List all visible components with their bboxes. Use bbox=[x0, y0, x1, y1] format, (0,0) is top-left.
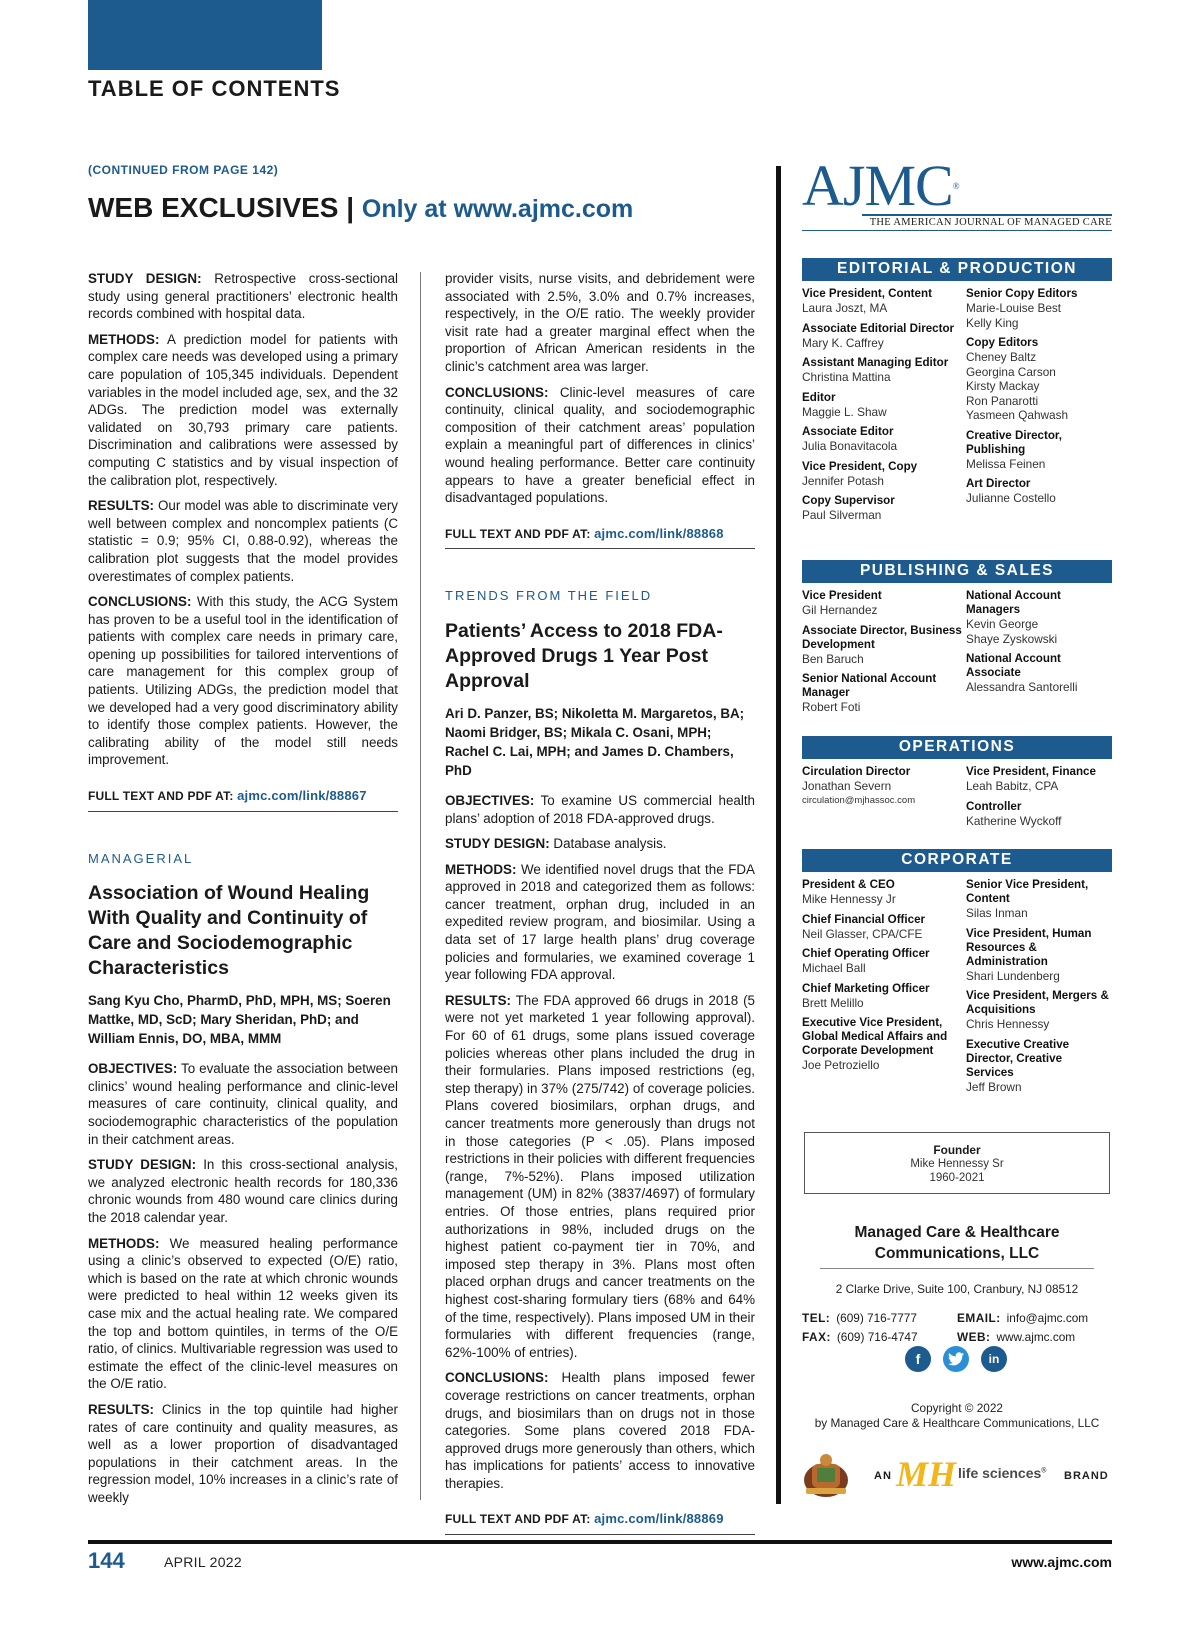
staff-entry bbox=[802, 878, 966, 907]
fulltext-label: FULL TEXT AND PDF AT: bbox=[88, 789, 234, 804]
masthead-left-column bbox=[802, 765, 966, 834]
fulltext-label: FULL TEXT AND PDF AT: bbox=[445, 526, 591, 541]
masthead-left-column bbox=[802, 878, 966, 1100]
staff-title: Copy Supervisor bbox=[802, 494, 895, 507]
staff-entry bbox=[802, 391, 966, 420]
abstract-paragraph bbox=[88, 497, 398, 585]
staff-name: Silas Inman bbox=[966, 906, 1028, 920]
staff-entry bbox=[966, 989, 1112, 1032]
contact-value[interactable]: (609) 716-7777 bbox=[836, 1311, 917, 1325]
staff-name: Gil Hernandez bbox=[802, 603, 878, 617]
staff-title: Vice President, Finance bbox=[966, 765, 1096, 778]
paragraph-label: RESULTS: bbox=[445, 992, 511, 1008]
paragraph-label: METHODS: bbox=[445, 861, 517, 877]
staff-entry bbox=[966, 800, 1112, 829]
staff-title: Associate Editorial Director bbox=[802, 321, 955, 335]
footer-rule bbox=[88, 1540, 1112, 1544]
contact-row bbox=[802, 1328, 1112, 1347]
staff-title: Vice President, Human Resources & Administration bbox=[966, 926, 1092, 968]
staff-title: Associate Editor bbox=[802, 425, 894, 438]
staff-entry bbox=[802, 1016, 966, 1073]
paragraph-text: Clinic-level measures of care continuity, clinical quality, and sociodemographic composition of their catchment areas’ population explain a meaningful part of differences in clinics’ wound healing performance. Better care continuity appears to have a greater beneficial effect in disadvantaged populations. bbox=[445, 384, 755, 506]
staff-name: Jennifer Potash bbox=[802, 473, 884, 488]
founder-name: Mike Hennessy Sr bbox=[910, 1158, 1004, 1170]
section-title: TABLE OF CONTENTS bbox=[88, 76, 341, 101]
staff-entry bbox=[802, 356, 966, 385]
masthead-right-column bbox=[966, 878, 1112, 1100]
staff-title: Vice President, Content bbox=[802, 287, 932, 300]
paragraph-text: Our model was able to discriminate very well between complex and noncomplex patients (C statistic = 0.9; 95% CI, 0.88-0.92), whereas the calibration plot suggests that the model provides overestimates of complex patients. bbox=[88, 498, 398, 584]
staff-name: Maggie L. Shaw bbox=[802, 404, 887, 419]
paragraph-text: We measured healing performance using a clinic’s observed to expected (O/E) ratio, which is based on the rate at which chronic wounds were predicted to heal within 12 weeks given its case mix and the actual healing rate. We compared the top and bottom quintiles, in terms of the O/E ratio, of clinics. Multivariable regression was used to estimate the effect of the clinic-level measures on the O/E ratio. bbox=[88, 1235, 398, 1392]
paragraph-label: CONCLUSIONS: bbox=[445, 1370, 549, 1386]
paragraph-label: STUDY DESIGN: bbox=[88, 271, 202, 286]
staff-title: Copy Editors bbox=[966, 336, 1039, 349]
masthead-section-header: CORPORATE bbox=[802, 849, 1112, 872]
paragraph-label: METHODS: bbox=[88, 331, 160, 347]
paragraph-text: A prediction model for patients with complex care needs was developed using a primary care population of 105,345 individuals. Dependent variables in the model included age, sex, and the 32 ADGs. The prediction model was externally validated on 30,793 primary care patients. Discrimination and calibrations were assessed by computing C statistics and by visual inspection of the calibration plot, respectively. bbox=[88, 331, 398, 488]
staff-name: Joe Petroziello bbox=[802, 1058, 880, 1072]
staff-title: Vice President, Mergers & Acquisitions bbox=[966, 989, 1109, 1016]
social-icons bbox=[905, 1346, 1007, 1372]
contact-label: WEB: bbox=[957, 1330, 991, 1344]
staff-title: Chief Operating Officer bbox=[802, 947, 930, 960]
contact-label: TEL: bbox=[802, 1311, 831, 1325]
staff-name: Neil Glasser, CPA/CFE bbox=[802, 926, 923, 941]
paragraph-label: CONCLUSIONS: bbox=[88, 594, 192, 610]
staff-name: Ben Baruch bbox=[802, 651, 864, 666]
staff-entry bbox=[802, 494, 966, 523]
logo-rule-bottom bbox=[802, 230, 1112, 231]
paragraph-label: RESULTS: bbox=[88, 1401, 154, 1417]
staff-name: Mike Hennessy Jr bbox=[802, 892, 896, 906]
logo-subtitle: THE AMERICAN JOURNAL OF MANAGED CARE bbox=[869, 217, 1112, 228]
abstract-paragraph bbox=[445, 792, 755, 827]
staff-name: Leah Babitz, CPA bbox=[966, 779, 1059, 793]
contact-tel bbox=[802, 1309, 957, 1328]
article-2 bbox=[88, 850, 398, 1507]
registered-mark: ® bbox=[952, 181, 959, 191]
founder-years: 1960-2021 bbox=[929, 1172, 985, 1184]
paragraph-label: STUDY DESIGN: bbox=[88, 1157, 197, 1173]
paragraph-text: To evaluate the association between clinics’ wound healing performance and clinic-level measures of care continuity, clinical quality, and sociodemographic characteristics of the population in their catchment areas. bbox=[88, 1061, 398, 1147]
masthead-columns bbox=[802, 878, 1112, 1100]
web-exclusives-label: WEB EXCLUSIVES bbox=[88, 192, 339, 223]
staff-name: Mary K. Caffrey bbox=[802, 335, 884, 350]
staff-name: Brett Melillo bbox=[802, 995, 864, 1010]
staff-entry bbox=[966, 477, 1112, 506]
article-authors: Sang Kyu Cho, PharmD, PhD, MPH, MS; Soeren Mattke, MD, ScD; Mary Sheridan, PhD; and William Ennis, DO, MBA, MMM bbox=[88, 993, 391, 1047]
staff-title: Executive Creative Director, Creative Services bbox=[966, 1037, 1070, 1079]
paragraph-text: The FDA approved 66 drugs in 2018 (5 were not yet marketed 1 year following approval). For 60 of 61 drugs, some plans issued coverage policies whereas other plans included the drug in their formularies. Plans imposed restrictions (eg, step therapy) in 37% (275/742) of coverage policies. Plans covered biosimilars, orphan drugs, and cancer treatments more generously than drugs not in those categories (P < .05). Plans imposed restrictions in their policies with different frequencies (range, 7%-52%). Plans imposed utilization management (UM) in 82% (3837/4697) of formulary entries. Of those entries, plans required prior authorizations in 98%, included drugs on the highest patient co-payment tier in 70%, and imposed step therapy in 3%. Plans most often placed orphan drugs and cancer treatments on the highest cost-sharing formulary tiers (68% and 64% of the time, respectively). Plans imposed UM in their formularies with different frequencies (range, 62%-100% of entries). bbox=[445, 992, 755, 1360]
contact-label: FAX: bbox=[802, 1330, 831, 1344]
masthead-left-column bbox=[802, 589, 966, 721]
paragraph-label: OBJECTIVES: bbox=[445, 792, 535, 808]
web-exclusives-heading bbox=[88, 192, 633, 224]
paragraph-label: CONCLUSIONS: bbox=[445, 384, 549, 400]
company-rule bbox=[820, 1268, 1094, 1269]
staff-title: Art Director bbox=[966, 477, 1031, 490]
contact-web bbox=[957, 1328, 1112, 1347]
staff-entry bbox=[966, 878, 1112, 921]
masthead-section-operations bbox=[802, 736, 1112, 834]
abstract-paragraph bbox=[445, 861, 755, 984]
staff-title: Editor bbox=[802, 390, 836, 404]
staff-name: Julia Bonavitacola bbox=[802, 439, 898, 453]
staff-name: Kirsty Mackay bbox=[966, 379, 1040, 393]
paragraph-text: Health plans imposed fewer coverage restrictions on cancer treatments, orphan drugs, and biosimilars than on drugs not in those categories. Some plans covered 2018 FDA-approved drugs more generously than others, which has implications for patients’ access to innovative therapies. bbox=[445, 1370, 755, 1491]
brand-row bbox=[802, 1448, 1112, 1502]
paragraph-label: STUDY DESIGN: bbox=[445, 836, 550, 852]
continued-note: (CONTINUED FROM PAGE 142) bbox=[88, 163, 279, 177]
facebook-icon[interactable]: f bbox=[905, 1346, 931, 1372]
copyright bbox=[802, 1401, 1112, 1431]
seal-icon bbox=[802, 1450, 850, 1498]
fulltext-line bbox=[88, 783, 398, 812]
staff-entry bbox=[966, 652, 1112, 695]
fulltext-link[interactable]: ajmc.com/link/88867 bbox=[237, 788, 367, 804]
staff-name: Georgina Carson bbox=[966, 364, 1056, 379]
middle-column bbox=[445, 270, 755, 1535]
staff-name: Chris Hennessy bbox=[966, 1017, 1050, 1031]
ajmc-logo-block bbox=[802, 153, 1112, 231]
page-number: 144 bbox=[88, 1548, 125, 1573]
issue-date: APRIL 2022 bbox=[164, 1554, 242, 1570]
contact-email bbox=[957, 1309, 1112, 1328]
article-3 bbox=[445, 587, 755, 1535]
staff-entry bbox=[802, 460, 966, 489]
staff-title: Senior Copy Editors bbox=[966, 287, 1078, 300]
staff-entry bbox=[802, 947, 966, 976]
paragraph-text: With this study, the ACG System has proven to be a useful tool in the identification of patients with complex care needs in primary care, opening up possibilities for tailored interventions of care management for this complex group of patients. Utilizing ADGs, the prediction model that we developed had a very good discriminatory ability to identify those complex patients. However, the calibrating ability of the model still needs improvement. bbox=[88, 594, 398, 768]
article-title[interactable]: Patients’ Access to 2018 FDA-Approved Drugs 1 Year Post Approval bbox=[445, 619, 723, 692]
staff-title: Controller bbox=[966, 799, 1022, 813]
article-section-label: MANAGERIAL bbox=[88, 850, 194, 866]
paragraph-text: In this cross-sectional analysis, we analyzed electronic health records for 180,336 chronic wounds from 480 wound care clinics during the 2018 calendar year. bbox=[88, 1157, 398, 1225]
staff-title: President & CEO bbox=[802, 878, 895, 891]
masthead-right-column bbox=[966, 765, 1112, 834]
article-title[interactable]: Association of Wound Healing With Quality and Continuity of Care and Sociodemographic Characteristics bbox=[88, 882, 370, 980]
staff-name: Shaye Zyskowski bbox=[966, 631, 1058, 646]
masthead-section-corporate bbox=[802, 849, 1112, 1100]
paragraph-text: Database analysis. bbox=[549, 836, 667, 852]
contact-row bbox=[802, 1309, 1112, 1328]
column-divider bbox=[420, 272, 421, 1500]
staff-name: Jeff Brown bbox=[966, 1079, 1022, 1094]
fulltext-line bbox=[445, 1506, 755, 1535]
staff-entry bbox=[802, 589, 966, 618]
masthead-section-publishing bbox=[802, 560, 1112, 721]
staff-title: Chief Marketing Officer bbox=[802, 981, 930, 995]
masthead-columns bbox=[802, 589, 1112, 721]
staff-entry bbox=[966, 429, 1112, 472]
brand-ls-text: life sciences bbox=[958, 1465, 1042, 1481]
staff-name: Cheney Baltz bbox=[966, 350, 1037, 364]
masthead-right-column bbox=[966, 287, 1112, 529]
staff-name: Laura Joszt, MA bbox=[802, 301, 888, 315]
paragraph-label: RESULTS: bbox=[88, 498, 154, 514]
masthead-section-header: EDITORIAL & PRODUCTION bbox=[802, 258, 1112, 281]
staff-title: Creative Director, Publishing bbox=[966, 428, 1063, 456]
company-name: Managed Care & Healthcare Communications, LLC bbox=[854, 1224, 1060, 1262]
founder-box bbox=[804, 1132, 1110, 1194]
staff-name: Kelly King bbox=[966, 315, 1019, 330]
staff-title: Vice President bbox=[802, 589, 882, 602]
staff-name: Robert Foti bbox=[802, 700, 861, 714]
staff-title: Senior Vice President, Content bbox=[966, 878, 1089, 905]
fulltext-link[interactable]: ajmc.com/link/88868 bbox=[594, 525, 724, 541]
masthead-left-column bbox=[802, 287, 966, 529]
staff-name: Melissa Feinen bbox=[966, 456, 1046, 471]
staff-entry bbox=[966, 589, 1112, 646]
staff-entry bbox=[802, 624, 966, 667]
paragraph-label: OBJECTIVES: bbox=[88, 1061, 178, 1077]
staff-name: Julianne Costello bbox=[966, 491, 1056, 505]
paragraph-text: We identified novel drugs that the FDA approved in 2018 and categorized them as follows: cancer treatment, orphan drug, included in an expedited review program, and biosimilar. Using a data set of 17 large health plans’ drug coverage policies and formularies, we examined coverage 1 year following FDA approval. bbox=[445, 861, 755, 983]
staff-title: Vice President, Copy bbox=[802, 459, 918, 473]
masthead-section-header: PUBLISHING & SALES bbox=[802, 560, 1112, 583]
staff-entry bbox=[802, 287, 966, 316]
abstract-paragraph bbox=[445, 384, 755, 507]
staff-title: Executive Vice President, Global Medical Affairs and Corporate Development bbox=[802, 1016, 948, 1057]
abstract-paragraph bbox=[88, 1401, 398, 1507]
contact-info bbox=[802, 1309, 1112, 1347]
logo-text: AJMC bbox=[802, 153, 953, 218]
paragraph-text: Clinics in the top quintile had higher rates of care continuity and quality measures, as well as a lower proportion of disadvantaged populations in their catchment areas. In the regression model, 10% increases in a clinic’s rate of weekly bbox=[88, 1401, 398, 1505]
staff-entry bbox=[802, 913, 966, 942]
brand-life-sciences bbox=[958, 1465, 1046, 1481]
mjh-logo: MH bbox=[896, 1454, 957, 1494]
fulltext-link[interactable]: ajmc.com/link/88869 bbox=[594, 1511, 724, 1527]
masthead-columns bbox=[802, 287, 1112, 529]
staff-entry bbox=[802, 322, 966, 351]
staff-name: Paul Silverman bbox=[802, 508, 882, 522]
heading-separator: | bbox=[346, 192, 355, 223]
article-1-abstract bbox=[88, 270, 398, 812]
staff-email: circulation@mjhassoc.com bbox=[802, 794, 916, 806]
masthead-right-column bbox=[966, 589, 1112, 721]
staff-title: Circulation Director bbox=[802, 765, 911, 778]
abstract-paragraph-continued: provider visits, nurse visits, and debridement were associated with 2.5%, 3.0% and 0.7% increases, respectively, in the O/E ratio. The weekly provider visit rate had a greater marginal effect when the proportion of African American residents in the clinic’s catchment area was larger. bbox=[445, 271, 755, 374]
staff-title: Chief Financial Officer bbox=[802, 912, 926, 926]
staff-entry bbox=[966, 287, 1112, 330]
abstract-paragraph bbox=[88, 331, 398, 489]
contact-value[interactable]: info@ajmc.com bbox=[1006, 1311, 1089, 1325]
staff-name: Jonathan Severn bbox=[802, 779, 892, 793]
web-exclusives-subtitle: Only at www.ajmc.com bbox=[361, 195, 634, 223]
brand-word: BRAND bbox=[1064, 1470, 1109, 1482]
paragraph-text: To examine US commercial health plans’ adoption of 2018 FDA-approved drugs. bbox=[445, 792, 755, 826]
abstract-paragraph bbox=[88, 1156, 398, 1226]
staff-title: Senior National Account Manager bbox=[802, 672, 937, 699]
staff-name: Yasmeen Qahwash bbox=[966, 408, 1069, 422]
staff-name: Christina Mattina bbox=[802, 370, 891, 384]
copyright-line: Copyright © 2022 bbox=[911, 1401, 1003, 1415]
ajmc-logo bbox=[802, 153, 1112, 218]
copyright-owner: by Managed Care & Healthcare Communications, LLC bbox=[814, 1416, 1100, 1430]
abstract-paragraph bbox=[445, 835, 755, 853]
staff-entry bbox=[966, 927, 1112, 984]
abstract-paragraph bbox=[445, 992, 755, 1361]
masthead-divider bbox=[776, 166, 781, 1504]
staff-name: Shari Lundenberg bbox=[966, 968, 1060, 983]
staff-name: Michael Ball bbox=[802, 961, 866, 975]
staff-name: Ron Panarotti bbox=[966, 393, 1039, 408]
staff-entry bbox=[802, 425, 966, 454]
article-authors: Ari D. Panzer, BS; Nikoletta M. Margaretos, BA; Naomi Bridger, BS; Mikala C. Osani, MPH; Rachel C. Lai, MPH; and James D. Chambers, PhD bbox=[445, 705, 745, 778]
masthead-section-header: OPERATIONS bbox=[802, 736, 1112, 759]
footer-website[interactable]: www.ajmc.com bbox=[1011, 1554, 1112, 1570]
contact-fax bbox=[802, 1328, 957, 1347]
staff-name: Kevin George bbox=[966, 617, 1039, 631]
staff-name: Marie-Louise Best bbox=[966, 301, 1062, 315]
founder-title: Founder bbox=[933, 1143, 981, 1157]
contact-label: EMAIL: bbox=[957, 1311, 1001, 1325]
abstract-paragraph bbox=[88, 1235, 398, 1393]
contact-value: (609) 716-4747 bbox=[836, 1330, 918, 1344]
contact-value[interactable]: www.ajmc.com bbox=[996, 1330, 1076, 1344]
staff-title: Associate Director, Business Development bbox=[802, 623, 962, 651]
staff-name: Katherine Wyckoff bbox=[966, 813, 1062, 828]
fulltext-label: FULL TEXT AND PDF AT: bbox=[445, 1512, 591, 1527]
staff-title: Assistant Managing Editor bbox=[802, 356, 949, 369]
twitter-icon[interactable] bbox=[943, 1346, 969, 1372]
linkedin-icon[interactable]: in bbox=[981, 1346, 1007, 1372]
staff-entry bbox=[802, 765, 966, 808]
staff-entry bbox=[966, 765, 1112, 794]
fulltext-line bbox=[445, 521, 755, 550]
staff-entry bbox=[966, 1038, 1112, 1095]
brand-mark: ® bbox=[1041, 1467, 1047, 1475]
staff-title: National Account Associate bbox=[966, 652, 1061, 679]
brand-an: AN bbox=[874, 1470, 892, 1482]
abstract-paragraph bbox=[88, 1060, 398, 1148]
left-column bbox=[88, 270, 398, 1514]
abstract-paragraph bbox=[445, 1369, 755, 1492]
staff-name: Alessandra Santorelli bbox=[966, 680, 1078, 694]
masthead-columns bbox=[802, 765, 1112, 834]
abstract-paragraph bbox=[88, 593, 398, 769]
staff-title: National Account Managers bbox=[966, 589, 1061, 616]
paragraph-label: METHODS: bbox=[88, 1235, 160, 1251]
masthead-section-editorial bbox=[802, 258, 1112, 529]
company-address: 2 Clarke Drive, Suite 100, Cranbury, NJ 08512 bbox=[835, 1282, 1079, 1296]
header-color-block bbox=[88, 0, 322, 70]
staff-entry bbox=[966, 336, 1112, 423]
abstract-paragraph bbox=[88, 270, 398, 323]
article-section-label: TRENDS FROM THE FIELD bbox=[445, 588, 653, 604]
paragraph-text: Retrospective cross-sectional study using general practitioners’ electronic health records combined with hospital data. bbox=[88, 271, 398, 322]
staff-entry bbox=[802, 982, 966, 1011]
staff-entry bbox=[802, 672, 966, 715]
